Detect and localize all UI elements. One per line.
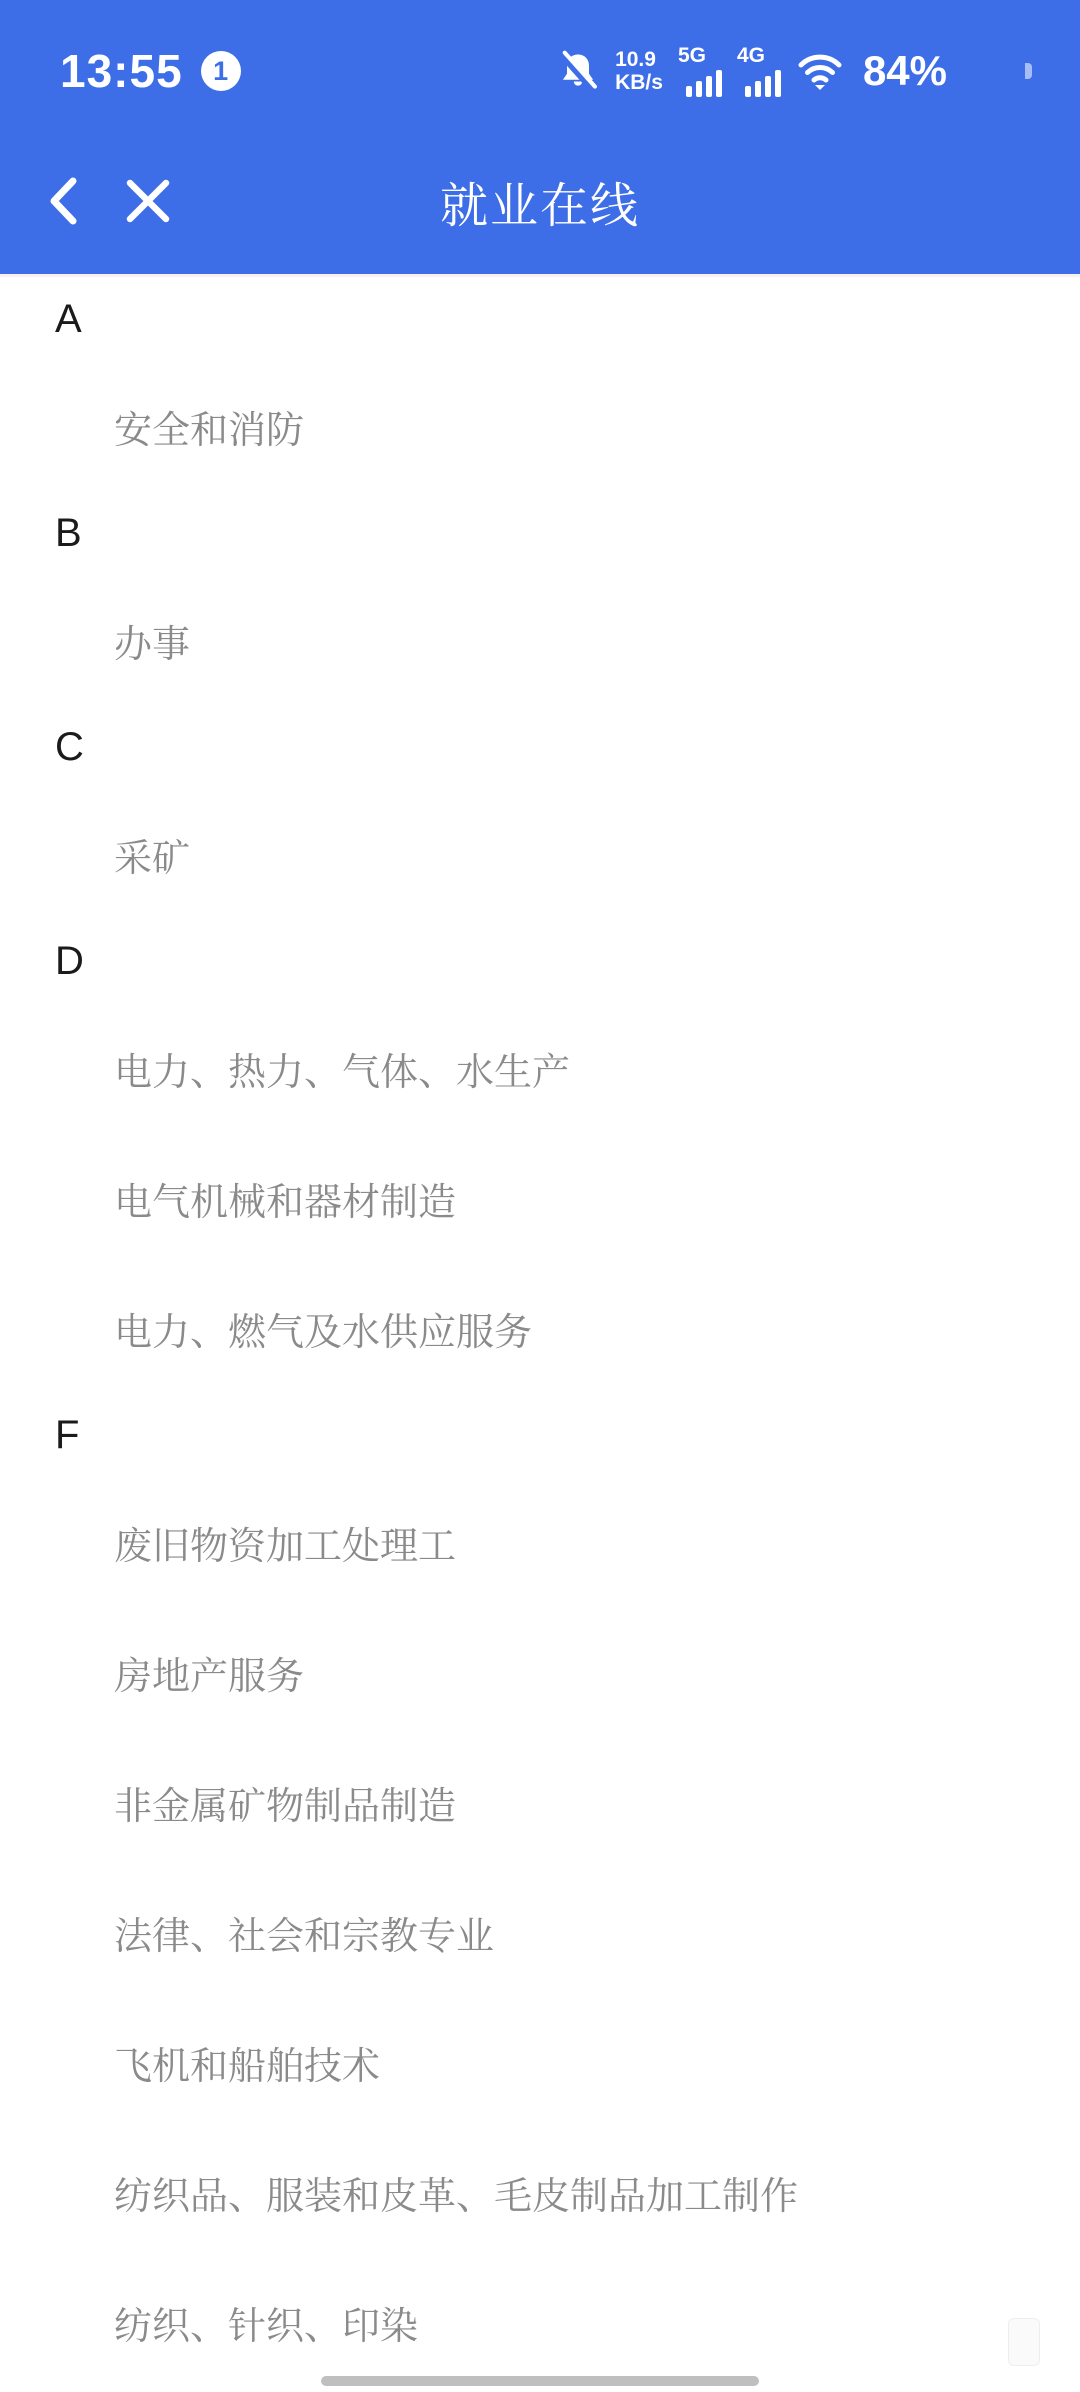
nav-bar [0, 128, 1080, 274]
sim2-signal [736, 43, 781, 97]
app-header [0, 0, 1080, 274]
sim1-network-type: 5G [677, 43, 706, 67]
section-header-d: D [55, 938, 84, 983]
signal-bars-icon [745, 69, 781, 97]
section-header-c: C [55, 724, 84, 769]
sim2-network-type: 4G [736, 43, 765, 67]
status-right [556, 43, 1032, 97]
list-item[interactable]: 纺织、针织、印染 [114, 2305, 419, 2348]
battery-icon [962, 52, 1032, 90]
network-speed-unit: KB/s [615, 71, 663, 94]
section-header-b: B [55, 510, 82, 555]
page-title: 就业在线 [439, 179, 640, 233]
list-item[interactable]: 安全和消防 [114, 409, 305, 452]
list-item[interactable]: 废旧物资加工处理工 [114, 1525, 457, 1568]
signal-bars-icon [686, 69, 722, 97]
floating-assistive-widget[interactable] [1008, 2318, 1040, 2366]
home-indicator[interactable] [321, 2376, 759, 2386]
list-item[interactable]: 飞机和船舶技术 [114, 2045, 381, 2088]
list-item[interactable]: 法律、社会和宗教专业 [114, 1915, 495, 1958]
list-item[interactable]: 办事 [114, 623, 191, 666]
wifi-icon [796, 50, 844, 92]
status-bar [0, 0, 1080, 128]
section-header-a: A [55, 296, 82, 341]
list-item[interactable]: 纺织品、服装和皮革、毛皮制品加工制作 [114, 2175, 799, 2218]
list-item[interactable]: 采矿 [114, 837, 191, 880]
list-item[interactable]: 电力、燃气及水供应服务 [114, 1311, 533, 1354]
list-item[interactable]: 电力、热力、气体、水生产 [114, 1051, 571, 1094]
list-item[interactable]: 电气机械和器材制造 [114, 1181, 457, 1224]
network-speed-value: 10.9 [615, 48, 656, 71]
bell-muted-icon [556, 49, 600, 93]
clock: 13:55 [60, 45, 183, 97]
status-left [60, 44, 241, 98]
category-list[interactable] [0, 274, 1080, 2392]
network-speed [615, 48, 663, 94]
list-item[interactable]: 房地产服务 [114, 1655, 305, 1698]
sim1-signal [677, 43, 722, 97]
list-item[interactable]: 非金属矿物制品制造 [114, 1785, 457, 1828]
notification-count-badge: 1 [201, 51, 241, 91]
battery-percent-label: 84% [862, 47, 947, 94]
section-header-f: F [55, 1412, 80, 1457]
